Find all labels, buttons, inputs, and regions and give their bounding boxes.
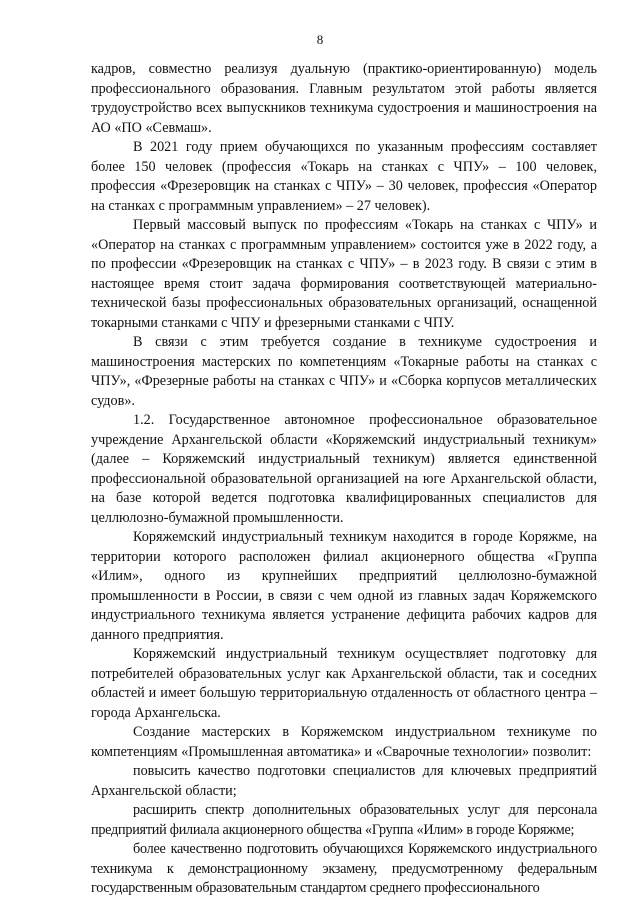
list-item: более качественно подготовить обучающихся Коряжемского индустриального техникума к демонстрационному экзамену, предусмотренному федеральным государственным образовательным стандартом среднего профессионального	[91, 841, 597, 896]
paragraph: В 2021 году прием обучающихся по указанным профессиям составляет более 150 человек (профессия «Токарь на станках с ЧПУ» – 100 человек, профессия «Фрезеровщик на станках с ЧПУ» – 30 человек, профессия «Оператор на станках с программным управлением» – 27 человек).	[91, 139, 597, 214]
list-item: расширить спектр дополнительных образовательных услуг для персонала предприятий филиала акционерного общества «Группа «Илим» в городе Коряжме;	[91, 802, 597, 838]
document-body	[91, 60, 597, 899]
paragraph: кадров, совместно реализуя дуальную (практико-ориентированную) модель профессионального образования. Главным результатом этой работы является трудоустройство всех выпускников техникума судостроения и машиностроения на АО «ПО «Севмаш».	[91, 61, 597, 136]
paragraph: Первый массовый выпуск по профессиям «Токарь на станках с ЧПУ» и «Оператор на станках с программным управлением» состоится уже в 2022 году, а по профессии «Фрезеровщик на станках с ЧПУ» – в 2023 году. В связи с этим в настоящее время стоит задача формирования соответствующей материально-технической базы профессиональных образовательных организаций, оснащенной токарными станками с ЧПУ и фрезерными станками с ЧПУ.	[91, 217, 597, 331]
list-item: повысить качество подготовки специалистов для ключевых предприятий Архангельской области;	[91, 763, 597, 799]
paragraph: В связи с этим требуется создание в техникуме судостроения и машиностроения мастерских по компетенциям «Токарные работы на станках с ЧПУ», «Фрезерные работы на станках с ЧПУ» и «Сборка корпусов металлических судов».	[91, 334, 597, 409]
paragraph: 1.2. Государственное автономное профессиональное образовательное учреждение Архангельской области «Коряжемский индустриальный техникум» (далее – Коряжемский индустриальный техникум) является единственной профессиональной образовательной организацией на юге Архангельской области, на базе которой ведется подготовка квалифицированных специалистов для целлюлозно-бумажной промышленности.	[91, 412, 597, 526]
paragraph: Коряжемский индустриальный техникум осуществляет подготовку для потребителей образовательных услуг как Архангельской области, так и соседних областей и имеет большую территориальную отдаленность от областного центра – города Архангельска.	[91, 646, 597, 721]
page-number: 8	[316, 32, 324, 47]
paragraph: Создание мастерских в Коряжемском индустриальном техникуме по компетенциям «Промышленная автоматика» и «Сварочные технологии» позволит:	[91, 724, 597, 760]
paragraph: Коряжемский индустриальный техникум находится в городе Коряжме, на территории которого расположен филиал акционерного общества «Группа «Илим», одного из крупнейших предприятий целлюлозно-бумажной промышленности в России, в связи с чем одной из главных задач Коряжемского индустриального техникума является устранение дефицита рабочих кадров для данного предприятия.	[91, 529, 597, 643]
